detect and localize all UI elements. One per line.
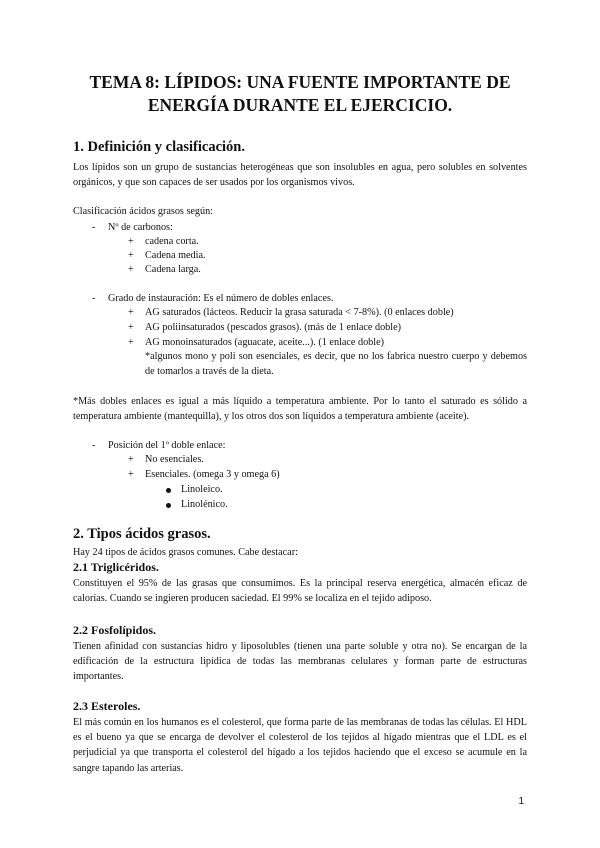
trigliceridos-text: Constituyen el 95% de las grasas que consumimos. Es la principal reserva energética, almacén eficaz de calorías. Cuando se ingieren producen saciedad. El 99% se localiza en el tejido adiposo. bbox=[73, 578, 527, 605]
page-number: 1 bbox=[518, 796, 524, 807]
non-essential-item: No esenciales. bbox=[145, 454, 204, 465]
plus-bullet: + bbox=[128, 454, 134, 465]
first-double-bond-label: Posición del 1º doble enlace: bbox=[108, 440, 226, 451]
title-line-1: TEMA 8: LÍPIDOS: UNA FUENTE IMPORTANTE DE bbox=[89, 72, 511, 92]
essential-note: *algunos mono y poli son esenciales, es decir, que no los fabrica nuestro cuerpo y debemos de tomarlos a través de la dieta. bbox=[145, 351, 527, 378]
plus-bullet: + bbox=[128, 264, 134, 275]
title-line-2: ENERGÍA DURANTE EL EJERCICIO. bbox=[147, 95, 453, 115]
section-2-heading: 2. Tipos ácidos grasos. bbox=[73, 526, 211, 542]
fosfolipidos-text: Tienen afinidad con sustancias hidro y liposolubles (tienen una parte soluble y otra no). Se encargan de la edificación de la estructura lipídica de todas las membranas celulares y forman parte de estructuras importantes. bbox=[73, 641, 527, 683]
plus-bullet: + bbox=[128, 236, 134, 247]
double-bond-paragraph: *Más dobles enlaces es igual a más líquido a temperatura ambiente. Por lo tanto el saturado es sólido a temperatura ambiente (mantequilla), y los otros dos son líquidos a temperatura ambiente (aceite). bbox=[73, 396, 527, 423]
trigliceridos-heading: 2.1 Triglicéridos. bbox=[73, 560, 159, 574]
dash-bullet: - bbox=[92, 293, 96, 304]
section-1-heading: 1. Definición y clasificación. bbox=[73, 139, 245, 155]
bullet-dot bbox=[166, 503, 171, 508]
unsaturation-label: Grado de instauración: Es el número de dobles enlaces. bbox=[108, 293, 334, 304]
document-title bbox=[60, 71, 540, 117]
section-1-intro: Los lípidos son un grupo de sustancias heterogéneas que son insolubles en agua, pero solubles en solventes orgánicos, y que son capaces de ser usados por los organismos vivos. bbox=[73, 162, 527, 189]
carbon-number-label: Nº de carbonos: bbox=[108, 222, 173, 233]
carbon-item-1: cadena corta. bbox=[145, 236, 199, 247]
esteroles-heading: 2.3 Esteroles. bbox=[73, 699, 141, 713]
unsaturation-item-2: AG poliinsaturados (pescados grasos). (más de 1 enlace doble) bbox=[145, 322, 402, 333]
plus-bullet: + bbox=[128, 337, 134, 348]
dash-bullet: - bbox=[92, 440, 96, 451]
plus-bullet: + bbox=[128, 307, 134, 318]
linolenic-item: Linolénico. bbox=[181, 499, 228, 510]
unsaturation-item-3: AG monoinsaturados (aguacate, aceite...). (1 enlace doble) bbox=[145, 337, 385, 348]
classification-label: Clasificación ácidos grasos según: bbox=[73, 206, 214, 217]
plus-bullet: + bbox=[128, 250, 134, 261]
carbon-item-3: Cadena larga. bbox=[145, 264, 201, 275]
linoleic-item: Linoleico. bbox=[181, 484, 223, 495]
section-2-intro: Hay 24 tipos de ácidos grasos comunes. Cabe destacar: bbox=[73, 547, 298, 558]
carbon-item-2: Cadena media. bbox=[145, 250, 206, 261]
unsaturation-item-1: AG saturados (lácteos. Reducir la grasa saturada < 7-8%). (0 enlaces doble) bbox=[145, 307, 454, 318]
plus-bullet: + bbox=[128, 322, 134, 333]
esteroles-text: El más común en los humanos es el colesterol, que forma parte de las membranas de todas las células. El HDL es el bueno ya que se encarga de devolver el colesterol de los tejidos al hígado mientras que el LDL es el perjudicial ya que transporta el colesterol del hígado a los tejidos haciendo que el exceso se acumule en la sangre tapando las arterias. bbox=[73, 717, 527, 774]
essential-item: Esenciales. (omega 3 y omega 6) bbox=[145, 469, 280, 480]
plus-bullet: + bbox=[128, 469, 134, 480]
fosfolipidos-heading: 2.2 Fosfolípidos. bbox=[73, 623, 157, 637]
dash-bullet: - bbox=[92, 222, 96, 233]
bullet-dot bbox=[166, 488, 171, 493]
